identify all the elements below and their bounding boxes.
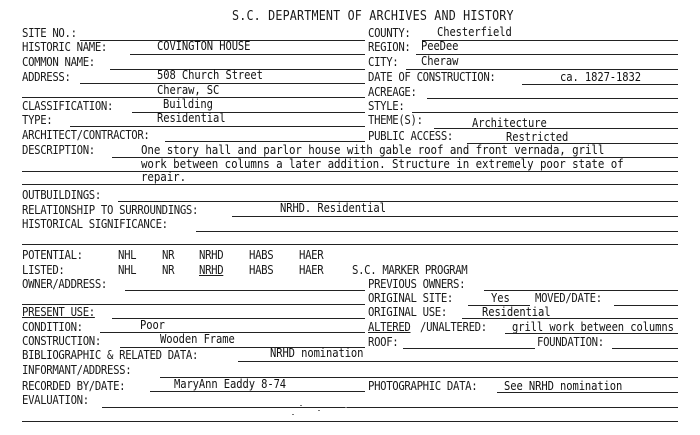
bibliographic-label: BIBLIOGRAPHIC & RELATED DATA: — [22, 347, 199, 362]
description-line1: One story hall and parlor house with gable roof and front vernada, grill — [141, 142, 605, 157]
description-line3: repair. — [141, 169, 187, 184]
type-value: Residential — [157, 111, 226, 125]
historical-significance-extra-line — [22, 244, 678, 245]
previous-owners-label: PREVIOUS OWNERS: — [368, 276, 466, 291]
type-label: TYPE: — [22, 112, 53, 127]
sc-marker-program-label: S.C. MARKER PROGRAM — [352, 262, 468, 277]
moved-date-line — [614, 305, 678, 306]
informant-address-label: INFORMANT/ADDRESS: — [22, 362, 132, 377]
description-line2: work between columns a later addition. Structure in extremely poor state of — [141, 156, 624, 171]
potential-habs: HABS — [249, 247, 274, 262]
listed-nr: NR — [162, 262, 175, 277]
historical-significance-line — [196, 231, 678, 232]
roof-line — [403, 348, 535, 349]
foundation-label: FOUNDATION: — [537, 334, 604, 349]
style-label: STYLE: — [368, 98, 405, 113]
region-label: REGION: — [368, 39, 411, 54]
region-value: PeeDee — [421, 39, 459, 53]
original-site-label: ORIGINAL SITE: — [368, 290, 454, 305]
public-access-label: PUBLIC ACCESS: — [368, 128, 454, 143]
listed-label: LISTED: — [22, 262, 65, 277]
address-line1-underline — [80, 83, 365, 84]
public-access-value: Restricted — [506, 130, 569, 144]
original-use-label: ORIGINAL USE: — [368, 304, 447, 319]
acreage-line — [427, 98, 678, 99]
condition-label: CONDITION: — [22, 319, 83, 334]
acreage-label: ACREAGE: — [368, 84, 417, 99]
scan-speck — [292, 414, 294, 415]
potential-haer: HAER — [299, 247, 324, 262]
bibliographic-line — [238, 361, 678, 362]
recorded-by-label: RECORDED BY/DATE: — [22, 378, 126, 393]
date-of-construction-value: ca. 1827-1832 — [560, 70, 641, 84]
scan-speck — [318, 410, 320, 411]
site-no-label: SITE NO.: — [22, 25, 77, 40]
potential-nr: NR — [162, 247, 175, 262]
theme-line — [434, 128, 678, 129]
construction-value: Wooden Frame — [160, 332, 235, 346]
roof-label: ROOF: — [368, 334, 399, 349]
evaluation-extra-line — [22, 421, 678, 422]
potential-label: POTENTIAL: — [22, 247, 83, 262]
outbuildings-line — [118, 201, 678, 202]
theme-label: THEME(S): — [368, 112, 423, 127]
county-label: COUNTY: — [368, 25, 411, 40]
relationship-value: NRHD. Residential — [280, 201, 386, 215]
style-line — [412, 112, 678, 113]
date-of-construction-label: DATE OF CONSTRUCTION: — [368, 69, 496, 84]
listed-haer: HAER — [299, 262, 324, 277]
foundation-line — [612, 348, 678, 349]
form-title: S.C. DEPARTMENT OF ARCHIVES AND HISTORY — [232, 9, 514, 24]
original-use-line — [462, 318, 678, 319]
recorded-by-value: MaryAnn Eaddy 8-74 — [174, 377, 287, 391]
recorded-by-line — [150, 391, 365, 392]
classification-label: CLASSIFICATION: — [22, 98, 114, 113]
description-underline3 — [22, 184, 678, 185]
listed-habs: HABS — [249, 262, 274, 277]
photographic-data-line — [497, 392, 678, 393]
address-line2-value: Cheraw, SC — [157, 83, 220, 97]
owner-address-label: OWNER/ADDRESS: — [22, 276, 108, 291]
architect-label: ARCHITECT/CONTRACTOR: — [22, 127, 150, 142]
city-value: Cheraw — [421, 54, 459, 68]
owner-address-line — [125, 290, 365, 291]
historical-significance-label: HISTORICAL SIGNIFICANCE: — [22, 216, 168, 231]
scan-speck — [300, 405, 302, 406]
address-line1-value: 508 Church Street — [157, 68, 263, 82]
evaluation-label: EVALUATION: — [22, 392, 89, 407]
potential-nhl: NHL — [118, 247, 137, 262]
original-use-value: Residential — [482, 305, 551, 319]
bibliographic-value: NRHD nomination — [270, 346, 364, 360]
description-label: DESCRIPTION: — [22, 142, 95, 157]
historic-name-label: HISTORIC NAME: — [22, 39, 108, 54]
altered-label: ALTERED — [368, 319, 411, 334]
scan-speck — [345, 407, 347, 408]
photographic-data-value: See NRHD nomination — [504, 379, 623, 393]
listed-nrhd-selected: NRHD — [199, 262, 224, 277]
description-underline2 — [22, 171, 678, 172]
address-label: ADDRESS: — [22, 69, 71, 84]
evaluation-line — [102, 407, 678, 408]
construction-label: CONSTRUCTION: — [22, 333, 101, 348]
date-of-construction-line — [522, 84, 678, 85]
present-use-label: PRESENT USE: — [22, 304, 95, 319]
city-label: CITY: — [368, 54, 399, 69]
potential-nrhd: NRHD — [199, 247, 224, 262]
relationship-line — [232, 216, 678, 217]
common-name-label: COMMON NAME: — [22, 54, 95, 69]
historic-name-value: COVINGTON HOUSE — [157, 39, 251, 53]
county-value: Chesterfield — [437, 25, 512, 39]
photographic-data-label: PHOTOGRAPHIC DATA: — [368, 378, 478, 393]
condition-value: Poor — [140, 318, 165, 332]
theme-value: Architecture — [472, 116, 547, 130]
relationship-label: RELATIONSHIP TO SURROUNDINGS: — [22, 202, 199, 217]
county-line — [422, 40, 678, 41]
listed-nhl: NHL — [118, 262, 137, 277]
altered-value: grill work between columns — [512, 320, 674, 334]
outbuildings-label: OUTBUILDINGS: — [22, 187, 101, 202]
classification-value: Building — [163, 97, 213, 111]
historic-name-line — [130, 54, 365, 55]
moved-date-label: MOVED/DATE: — [535, 290, 602, 305]
unaltered-label: /UNALTERED: — [420, 319, 487, 334]
original-site-value: Yes — [491, 291, 510, 305]
